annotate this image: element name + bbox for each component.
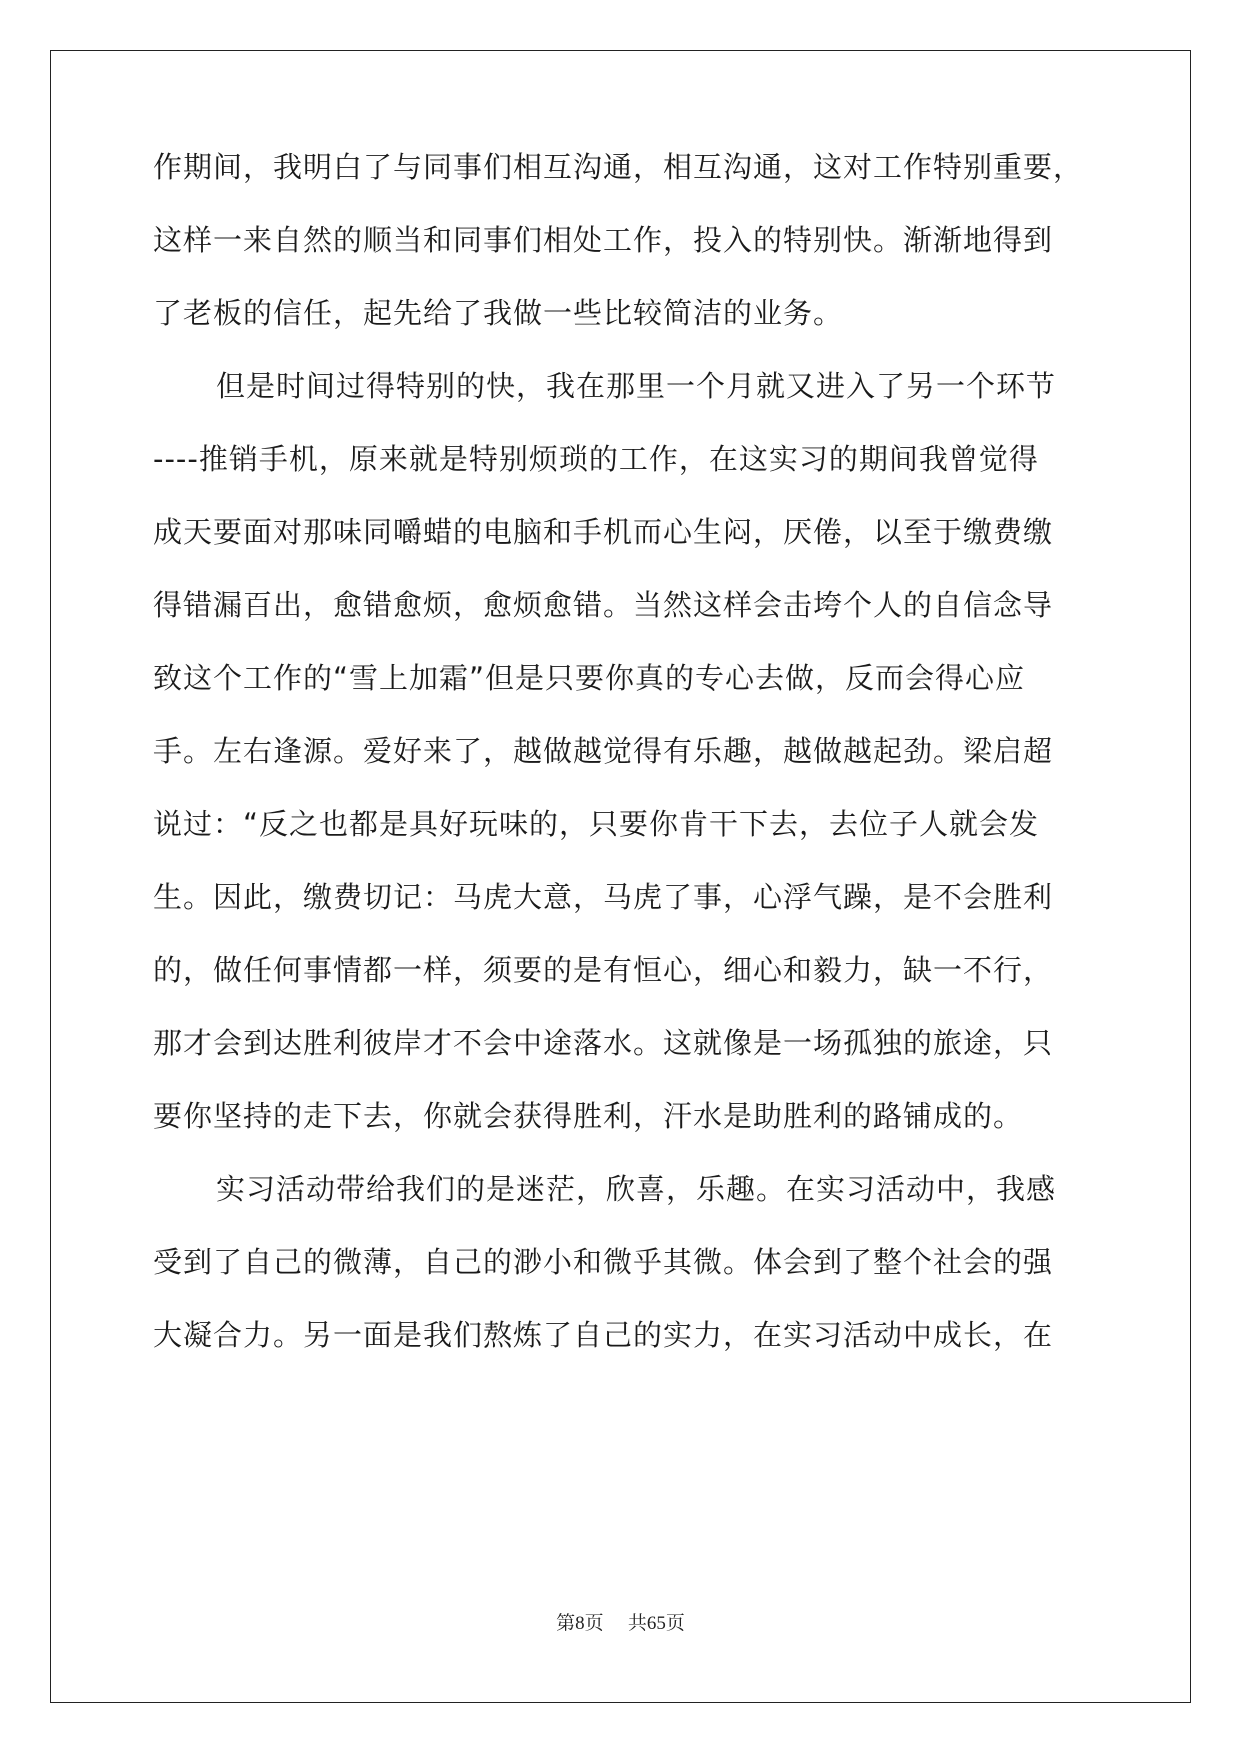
text-line: 了老板的信任，起先给了我做一些比较简洁的业务。 [153, 296, 844, 330]
text-line: 的，做任何事情都一样，须要的是有恒心，细心和毅力，缺一不行， [153, 953, 1054, 987]
total-prefix: 共 [627, 1612, 647, 1634]
text-line: 致这个工作的“雪上加霜”但是只要你真的专心去做，反而会得心应 [153, 661, 1026, 695]
paragraph-start-line: 但是时间过得特别的快，我在那里一个月就又进入了另一个环节 [216, 369, 1057, 403]
page-footer [0, 1611, 1241, 1636]
text-line: 这样一来自然的顺当和同事们相处工作，投入的特别快。渐渐地得到 [153, 223, 1054, 257]
total-suffix: 页 [665, 1612, 685, 1634]
page-prefix: 第 [556, 1612, 576, 1634]
text-line: 成天要面对那味同嚼蜡的电脑和手机而心生闷，厌倦，以至于缴费缴 [153, 515, 1054, 549]
text-line: 手。左右逢源。爱好来了，越做越觉得有乐趣，越做越起劲。梁启超 [153, 734, 1054, 768]
text-line: 生。因此，缴费切记：马虎大意，马虎了事，心浮气躁，是不会胜利 [153, 880, 1054, 914]
page-suffix: 页 [584, 1612, 604, 1634]
paragraph-start-line: 实习活动带给我们的是迷茫，欣喜，乐趣。在实习活动中，我感 [216, 1172, 1057, 1206]
text-line: 大凝合力。另一面是我们熬炼了自己的实力，在实习活动中成长，在 [153, 1318, 1054, 1352]
text-line: 得错漏百出，愈错愈烦，愈烦愈错。当然这样会击垮个人的自信念导 [153, 588, 1054, 622]
text-line: 说过：“反之也都是具好玩味的，只要你肯干下去，去位子人就会发 [153, 807, 1040, 841]
text-line: 作期间，我明白了与同事们相互沟通，相互沟通，这对工作特别重要， [153, 150, 1084, 184]
total-pages: 65 [646, 1613, 666, 1634]
text-line: 受到了自己的微薄，自己的渺小和微乎其微。体会到了整个社会的强 [153, 1245, 1054, 1279]
text-line: 要你坚持的走下去，你就会获得胜利，汗水是助胜利的路铺成的。 [153, 1099, 1024, 1133]
text-line: ----推销手机，原来就是特别烦琐的工作，在这实习的期间我曾觉得 [153, 442, 1039, 476]
text-line: 那才会到达胜利彼岸才不会中途落水。这就像是一场孤独的旅途，只 [153, 1026, 1054, 1060]
page-number: 8 [575, 1613, 585, 1634]
